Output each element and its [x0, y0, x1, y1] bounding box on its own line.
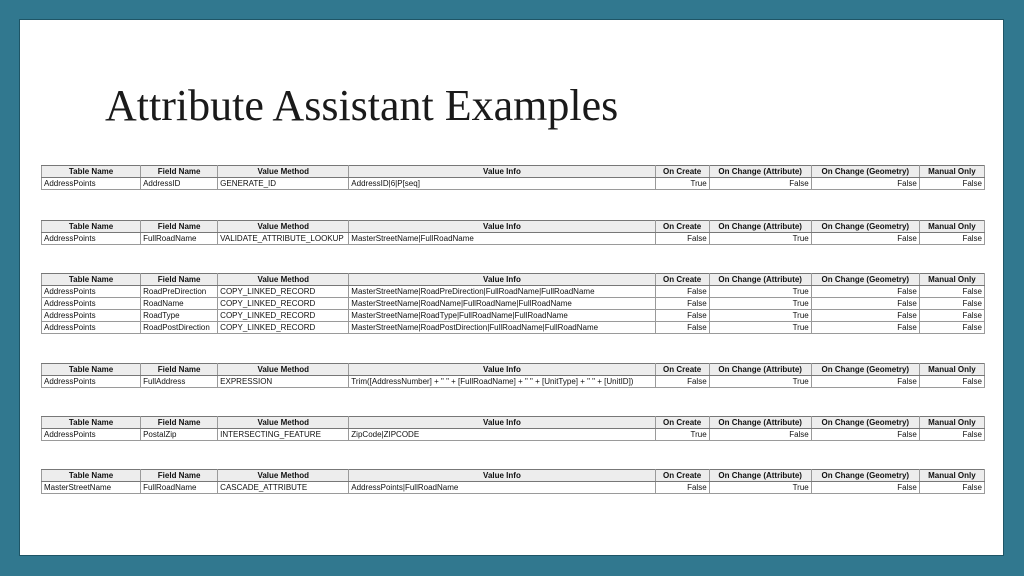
table-row	[42, 429, 985, 441]
table-row	[42, 233, 985, 245]
cell-on-create: False	[655, 322, 709, 334]
attribute-table	[41, 363, 985, 388]
cell-value-info: MasterStreetName|RoadPreDirection|FullRoadName|FullRoadName	[349, 286, 655, 298]
cell-manual-only: False	[919, 286, 984, 298]
cell-value-info: MasterStreetName|FullRoadName	[349, 233, 655, 245]
cell-table-name: AddressPoints	[42, 286, 141, 298]
cell-manual-only: False	[919, 178, 984, 190]
column-header-col-field-name: Field Name	[141, 470, 218, 482]
cell-field-name: RoadType	[141, 310, 218, 322]
cell-value-info: AddressID|6|P[seq]	[349, 178, 655, 190]
cell-on-change-geometry: False	[811, 310, 919, 322]
column-header-col-manual-only: Manual Only	[919, 274, 984, 286]
column-header-col-value-info: Value Info	[349, 274, 655, 286]
column-header-col-on-change-geometry: On Change (Geometry)	[811, 470, 919, 482]
cell-value-info: MasterStreetName|RoadType|FullRoadName|FullRoadName	[349, 310, 655, 322]
cell-on-change-attribute: True	[709, 286, 811, 298]
column-header-col-on-create: On Create	[655, 166, 709, 178]
attribute-table	[41, 165, 985, 190]
cell-on-create: False	[655, 310, 709, 322]
cell-manual-only: False	[919, 376, 984, 388]
table-row	[42, 482, 985, 494]
cell-field-name: RoadPostDirection	[141, 322, 218, 334]
column-header-col-manual-only: Manual Only	[919, 166, 984, 178]
column-header-col-table-name: Table Name	[42, 470, 141, 482]
cell-value-method: VALIDATE_ATTRIBUTE_LOOKUP	[218, 233, 349, 245]
cell-manual-only: False	[919, 298, 984, 310]
column-header-col-table-name: Table Name	[42, 166, 141, 178]
cell-on-change-geometry: False	[811, 376, 919, 388]
column-header-col-on-change-attribute: On Change (Attribute)	[709, 166, 811, 178]
cell-on-create: True	[655, 429, 709, 441]
column-header-col-on-change-attribute: On Change (Attribute)	[709, 221, 811, 233]
column-header-col-field-name: Field Name	[141, 166, 218, 178]
cell-value-info: ZipCode|ZIPCODE	[349, 429, 655, 441]
cell-manual-only: False	[919, 482, 984, 494]
column-header-col-value-method: Value Method	[218, 274, 349, 286]
attribute-table	[41, 416, 985, 441]
table-row	[42, 298, 985, 310]
column-header-col-table-name: Table Name	[42, 274, 141, 286]
column-header-col-value-info: Value Info	[349, 166, 655, 178]
cell-on-change-attribute: True	[709, 233, 811, 245]
column-header-col-on-create: On Create	[655, 470, 709, 482]
cell-on-change-geometry: False	[811, 429, 919, 441]
column-header-col-manual-only: Manual Only	[919, 417, 984, 429]
column-header-col-value-info: Value Info	[349, 364, 655, 376]
table-row	[42, 310, 985, 322]
cell-table-name: AddressPoints	[42, 178, 141, 190]
column-header-col-field-name: Field Name	[141, 417, 218, 429]
cell-value-info: MasterStreetName|RoadName|FullRoadName|FullRoadName	[349, 298, 655, 310]
column-header-col-on-change-geometry: On Change (Geometry)	[811, 364, 919, 376]
column-header-col-on-change-geometry: On Change (Geometry)	[811, 417, 919, 429]
cell-manual-only: False	[919, 322, 984, 334]
cell-value-method: COPY_LINKED_RECORD	[218, 310, 349, 322]
attribute-table	[41, 273, 985, 334]
table-header-row	[42, 417, 985, 429]
column-header-col-on-create: On Create	[655, 274, 709, 286]
cell-on-change-attribute: True	[709, 322, 811, 334]
column-header-col-on-create: On Create	[655, 221, 709, 233]
column-header-col-table-name: Table Name	[42, 221, 141, 233]
cell-manual-only: False	[919, 233, 984, 245]
cell-field-name: FullRoadName	[141, 233, 218, 245]
column-header-col-on-change-geometry: On Change (Geometry)	[811, 166, 919, 178]
table-header-row	[42, 221, 985, 233]
column-header-col-on-change-attribute: On Change (Attribute)	[709, 364, 811, 376]
column-header-col-value-info: Value Info	[349, 417, 655, 429]
table-header-row	[42, 470, 985, 482]
cell-on-change-geometry: False	[811, 178, 919, 190]
column-header-col-value-method: Value Method	[218, 221, 349, 233]
cell-table-name: AddressPoints	[42, 376, 141, 388]
column-header-col-table-name: Table Name	[42, 417, 141, 429]
cell-table-name: AddressPoints	[42, 298, 141, 310]
cell-on-create: False	[655, 298, 709, 310]
column-header-col-on-change-attribute: On Change (Attribute)	[709, 417, 811, 429]
cell-manual-only: False	[919, 310, 984, 322]
column-header-col-value-method: Value Method	[218, 166, 349, 178]
cell-on-change-attribute: True	[709, 310, 811, 322]
cell-on-change-geometry: False	[811, 233, 919, 245]
table-row	[42, 376, 985, 388]
cell-value-method: COPY_LINKED_RECORD	[218, 298, 349, 310]
column-header-col-field-name: Field Name	[141, 274, 218, 286]
attribute-table	[41, 220, 985, 245]
cell-on-change-geometry: False	[811, 482, 919, 494]
cell-field-name: FullAddress	[141, 376, 218, 388]
cell-value-method: INTERSECTING_FEATURE	[218, 429, 349, 441]
column-header-col-manual-only: Manual Only	[919, 221, 984, 233]
cell-field-name: AddressID	[141, 178, 218, 190]
cell-value-info: MasterStreetName|RoadPostDirection|FullRoadName|FullRoadName	[349, 322, 655, 334]
column-header-col-on-change-attribute: On Change (Attribute)	[709, 274, 811, 286]
cell-value-method: EXPRESSION	[218, 376, 349, 388]
column-header-col-value-method: Value Method	[218, 417, 349, 429]
cell-table-name: AddressPoints	[42, 429, 141, 441]
cell-value-info: Trim([AddressNumber] + " " + [FullRoadName] + " " + [UnitType] + " " + [UnitID])	[349, 376, 655, 388]
cell-manual-only: False	[919, 429, 984, 441]
cell-on-change-geometry: False	[811, 286, 919, 298]
table-header-row	[42, 364, 985, 376]
cell-on-change-attribute: False	[709, 178, 811, 190]
cell-value-method: COPY_LINKED_RECORD	[218, 286, 349, 298]
cell-table-name: AddressPoints	[42, 322, 141, 334]
table-header-row	[42, 274, 985, 286]
column-header-col-field-name: Field Name	[141, 221, 218, 233]
cell-table-name: AddressPoints	[42, 233, 141, 245]
table-row	[42, 178, 985, 190]
column-header-col-value-info: Value Info	[349, 470, 655, 482]
slide-title: Attribute Assistant Examples	[105, 81, 619, 130]
cell-on-change-attribute: True	[709, 298, 811, 310]
cell-field-name: FullRoadName	[141, 482, 218, 494]
column-header-col-manual-only: Manual Only	[919, 470, 984, 482]
column-header-col-on-create: On Create	[655, 364, 709, 376]
column-header-col-value-method: Value Method	[218, 364, 349, 376]
cell-value-info: AddressPoints|FullRoadName	[349, 482, 655, 494]
column-header-col-table-name: Table Name	[42, 364, 141, 376]
column-header-col-manual-only: Manual Only	[919, 364, 984, 376]
cell-value-method: CASCADE_ATTRIBUTE	[218, 482, 349, 494]
cell-table-name: AddressPoints	[42, 310, 141, 322]
cell-on-change-geometry: False	[811, 322, 919, 334]
column-header-col-on-create: On Create	[655, 417, 709, 429]
cell-field-name: PostalZip	[141, 429, 218, 441]
column-header-col-on-change-attribute: On Change (Attribute)	[709, 470, 811, 482]
column-header-col-field-name: Field Name	[141, 364, 218, 376]
cell-on-create: False	[655, 286, 709, 298]
cell-on-create: False	[655, 233, 709, 245]
attribute-table	[41, 469, 985, 494]
cell-table-name: MasterStreetName	[42, 482, 141, 494]
cell-value-method: GENERATE_ID	[218, 178, 349, 190]
column-header-col-value-info: Value Info	[349, 221, 655, 233]
table-header-row	[42, 166, 985, 178]
slide	[19, 19, 1004, 556]
cell-field-name: RoadName	[141, 298, 218, 310]
column-header-col-on-change-geometry: On Change (Geometry)	[811, 274, 919, 286]
cell-on-change-attribute: False	[709, 429, 811, 441]
cell-on-change-geometry: False	[811, 298, 919, 310]
cell-on-create: False	[655, 482, 709, 494]
cell-field-name: RoadPreDirection	[141, 286, 218, 298]
table-row	[42, 322, 985, 334]
column-header-col-value-method: Value Method	[218, 470, 349, 482]
cell-on-create: True	[655, 178, 709, 190]
cell-on-create: False	[655, 376, 709, 388]
cell-on-change-attribute: True	[709, 482, 811, 494]
column-header-col-on-change-geometry: On Change (Geometry)	[811, 221, 919, 233]
cell-value-method: COPY_LINKED_RECORD	[218, 322, 349, 334]
table-row	[42, 286, 985, 298]
cell-on-change-attribute: True	[709, 376, 811, 388]
